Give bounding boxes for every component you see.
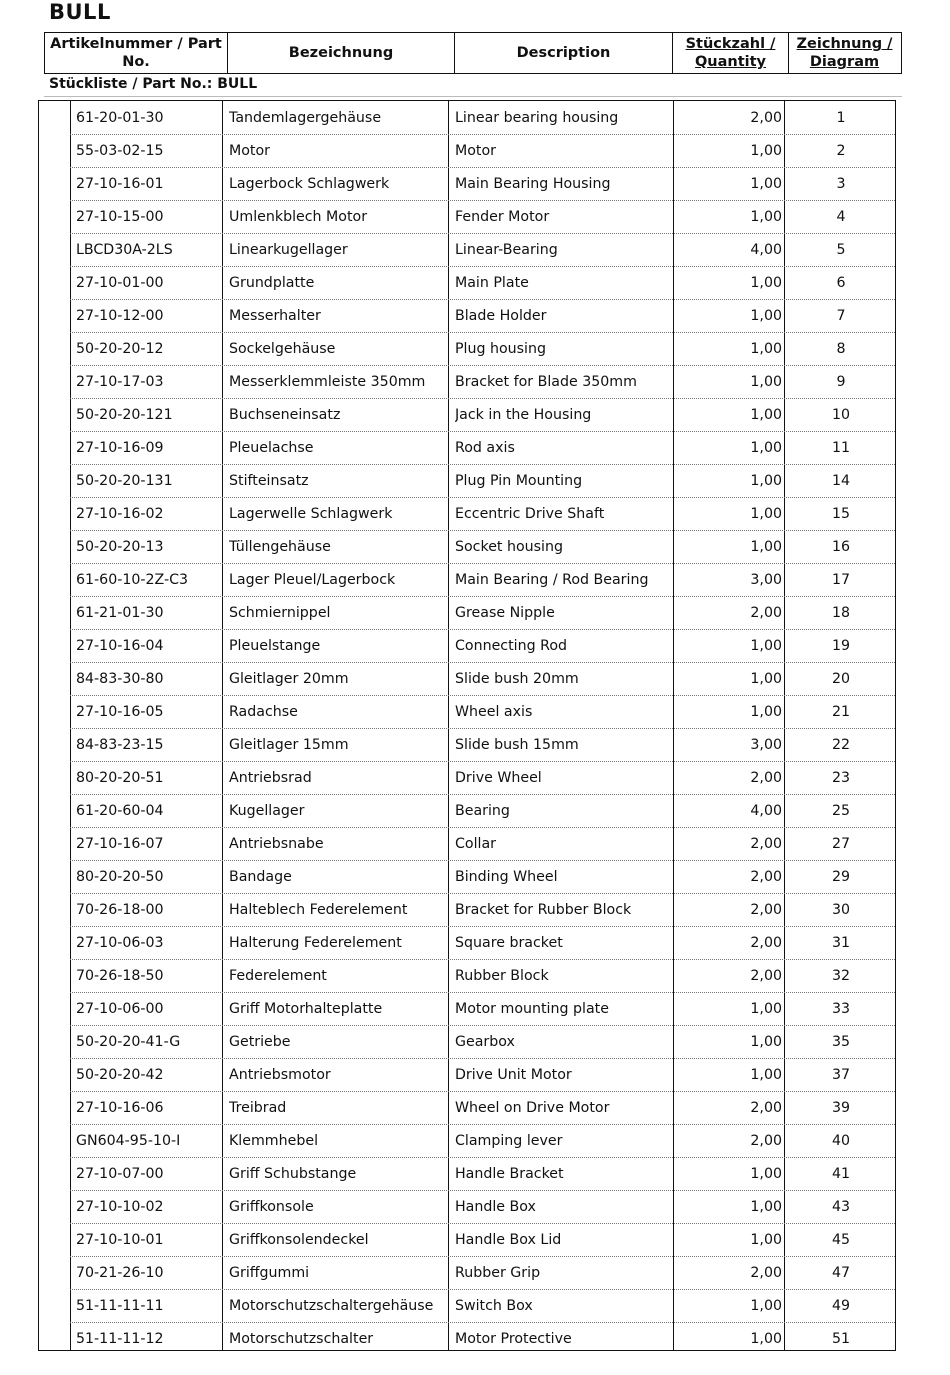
description-cell: Square bracket — [455, 935, 563, 951]
quantity-cell: 1,00 — [750, 638, 782, 654]
quantity-cell: 1,00 — [750, 407, 782, 423]
part-number-cell: 27-10-16-04 — [76, 638, 164, 654]
quantity-cell: 3,00 — [750, 737, 782, 753]
description-cell: Handle Bracket — [455, 1166, 564, 1182]
table-row — [70, 564, 895, 597]
bezeichnung-cell: Griff Motorhalteplatte — [229, 1001, 383, 1017]
quantity-cell: 1,00 — [750, 1331, 782, 1347]
description-cell: Grease Nipple — [455, 605, 555, 621]
diagram-number-cell: 51 — [831, 1331, 851, 1347]
description-cell: Plug Pin Mounting — [455, 473, 583, 489]
diagram-number-cell: 33 — [831, 1001, 851, 1017]
bezeichnung-cell: Stifteinsatz — [229, 473, 309, 489]
part-number-cell: 27-10-16-07 — [76, 836, 164, 852]
parts-table — [38, 100, 896, 1351]
quantity-cell: 1,00 — [750, 1034, 782, 1050]
header-description: Description — [455, 33, 673, 73]
quantity-cell: 1,00 — [750, 176, 782, 192]
quantity-cell: 2,00 — [750, 968, 782, 984]
quantity-cell: 1,00 — [750, 671, 782, 687]
diagram-number-cell: 21 — [831, 704, 851, 720]
quantity-cell: 1,00 — [750, 1298, 782, 1314]
bezeichnung-cell: Griffkonsolendeckel — [229, 1232, 369, 1248]
description-cell: Drive Wheel — [455, 770, 542, 786]
quantity-cell: 2,00 — [750, 1265, 782, 1281]
table-row — [70, 861, 895, 894]
bezeichnung-cell: Kugellager — [229, 803, 305, 819]
bezeichnung-cell: Radachse — [229, 704, 298, 720]
quantity-cell: 1,00 — [750, 1232, 782, 1248]
part-number-cell: 84-83-23-15 — [76, 737, 164, 753]
description-cell: Clamping lever — [455, 1133, 563, 1149]
bezeichnung-cell: Pleuelachse — [229, 440, 314, 456]
diagram-number-cell: 41 — [831, 1166, 851, 1182]
part-number-cell: 55-03-02-15 — [76, 143, 164, 159]
diagram-number-cell: 37 — [831, 1067, 851, 1083]
bezeichnung-cell: Schmiernippel — [229, 605, 331, 621]
description-cell: Wheel on Drive Motor — [455, 1100, 610, 1116]
part-number-cell: 50-20-20-121 — [76, 407, 173, 423]
diagram-number-cell: 14 — [831, 473, 851, 489]
part-number-cell: 80-20-20-51 — [76, 770, 164, 786]
quantity-cell: 2,00 — [750, 836, 782, 852]
bezeichnung-cell: Bandage — [229, 869, 292, 885]
table-row — [70, 1092, 895, 1125]
bezeichnung-cell: Griffkonsole — [229, 1199, 314, 1215]
quantity-cell: 2,00 — [750, 1133, 782, 1149]
bezeichnung-cell: Federelement — [229, 968, 327, 984]
quantity-cell: 4,00 — [750, 242, 782, 258]
diagram-number-cell: 47 — [831, 1265, 851, 1281]
description-cell: Socket housing — [455, 539, 563, 555]
diagram-number-cell: 15 — [831, 506, 851, 522]
diagram-number-cell: 17 — [831, 572, 851, 588]
diagram-number-cell: 1 — [836, 110, 846, 126]
diagram-number-cell: 35 — [831, 1034, 851, 1050]
part-number-cell: 27-10-10-01 — [76, 1232, 164, 1248]
part-number-cell: 27-10-16-05 — [76, 704, 164, 720]
table-row — [70, 1026, 895, 1059]
quantity-cell: 1,00 — [750, 374, 782, 390]
part-number-cell: 50-20-20-41-G — [76, 1034, 181, 1050]
description-cell: Binding Wheel — [455, 869, 558, 885]
quantity-cell: 2,00 — [750, 605, 782, 621]
diagram-number-cell: 31 — [831, 935, 851, 951]
bezeichnung-cell: Treibrad — [229, 1100, 287, 1116]
table-row — [70, 135, 895, 168]
table-row — [70, 168, 895, 201]
bezeichnung-cell: Antriebsmotor — [229, 1067, 331, 1083]
bezeichnung-cell: Lagerwelle Schlagwerk — [229, 506, 393, 522]
part-number-cell: 50-20-20-131 — [76, 473, 173, 489]
description-cell: Eccentric Drive Shaft — [455, 506, 605, 522]
quantity-cell: 1,00 — [750, 1199, 782, 1215]
description-cell: Linear-Bearing — [455, 242, 558, 258]
diagram-number-cell: 43 — [831, 1199, 851, 1215]
bezeichnung-cell: Pleuelstange — [229, 638, 321, 654]
quantity-cell: 3,00 — [750, 572, 782, 588]
diagram-number-cell: 19 — [831, 638, 851, 654]
diagram-number-cell: 23 — [831, 770, 851, 786]
table-row — [70, 696, 895, 729]
part-number-cell: 27-10-06-00 — [76, 1001, 164, 1017]
parts-list-subtitle: Stückliste / Part No.: BULL — [49, 76, 258, 92]
description-cell: Switch Box — [455, 1298, 533, 1314]
quantity-cell: 1,00 — [750, 143, 782, 159]
diagram-number-cell: 49 — [831, 1298, 851, 1314]
part-number-cell: 61-20-01-30 — [76, 110, 164, 126]
header-part-number: Artikelnummer / Part No. — [45, 33, 228, 73]
description-cell: Jack in the Housing — [455, 407, 592, 423]
description-cell: Blade Holder — [455, 308, 547, 324]
description-cell: Handle Box Lid — [455, 1232, 562, 1248]
diagram-number-cell: 45 — [831, 1232, 851, 1248]
bezeichnung-cell: Sockelgehäuse — [229, 341, 336, 357]
bezeichnung-cell: Klemmhebel — [229, 1133, 319, 1149]
table-row — [70, 201, 895, 234]
table-row — [70, 267, 895, 300]
table-row — [70, 993, 895, 1026]
part-number-cell: LBCD30A-2LS — [76, 242, 173, 258]
diagram-number-cell: 40 — [831, 1133, 851, 1149]
table-row — [70, 630, 895, 663]
part-number-cell: 27-10-07-00 — [76, 1166, 164, 1182]
header-bezeichnung: Bezeichnung — [228, 33, 455, 73]
description-cell: Plug housing — [455, 341, 546, 357]
diagram-number-cell: 16 — [831, 539, 851, 555]
diagram-number-cell: 8 — [836, 341, 846, 357]
table-row — [70, 1125, 895, 1158]
table-row — [70, 1323, 895, 1356]
header-diagram: Zeichnung / Diagram — [796, 36, 893, 70]
description-cell: Rubber Grip — [455, 1265, 541, 1281]
part-number-cell: 70-26-18-50 — [76, 968, 164, 984]
diagram-number-cell: 5 — [836, 242, 846, 258]
diagram-number-cell: 27 — [831, 836, 851, 852]
table-row — [70, 465, 895, 498]
table-row — [70, 927, 895, 960]
quantity-cell: 1,00 — [750, 704, 782, 720]
table-row — [70, 1257, 895, 1290]
diagram-number-cell: 20 — [831, 671, 851, 687]
table-row — [70, 1191, 895, 1224]
diagram-number-cell: 9 — [836, 374, 846, 390]
bezeichnung-cell: Messerklemmleiste 350mm — [229, 374, 426, 390]
quantity-cell: 2,00 — [750, 935, 782, 951]
diagram-number-cell: 11 — [831, 440, 851, 456]
bezeichnung-cell: Motorschutzschaltergehäuse — [229, 1298, 434, 1314]
table-row — [70, 333, 895, 366]
description-cell: Connecting Rod — [455, 638, 568, 654]
bezeichnung-cell: Motor — [229, 143, 270, 159]
description-cell: Motor mounting plate — [455, 1001, 609, 1017]
bezeichnung-cell: Halteblech Federelement — [229, 902, 408, 918]
description-cell: Rod axis — [455, 440, 515, 456]
table-row — [70, 597, 895, 630]
quantity-cell: 1,00 — [750, 473, 782, 489]
quantity-cell: 1,00 — [750, 209, 782, 225]
table-row — [70, 795, 895, 828]
description-cell: Rubber Block — [455, 968, 549, 984]
quantity-cell: 2,00 — [750, 1100, 782, 1116]
bezeichnung-cell: Getriebe — [229, 1034, 291, 1050]
part-number-cell: 80-20-20-50 — [76, 869, 164, 885]
part-number-cell: 61-21-01-30 — [76, 605, 164, 621]
bezeichnung-cell: Griff Schubstange — [229, 1166, 357, 1182]
quantity-cell: 1,00 — [750, 506, 782, 522]
table-row — [70, 1290, 895, 1323]
table-row — [70, 894, 895, 927]
description-cell: Drive Unit Motor — [455, 1067, 572, 1083]
quantity-cell: 1,00 — [750, 1166, 782, 1182]
quantity-cell: 1,00 — [750, 539, 782, 555]
description-cell: Fender Motor — [455, 209, 550, 225]
part-number-cell: 27-10-12-00 — [76, 308, 164, 324]
part-number-cell: 27-10-16-01 — [76, 176, 164, 192]
table-row — [70, 432, 895, 465]
bezeichnung-cell: Messerhalter — [229, 308, 321, 324]
description-cell: Bracket for Rubber Block — [455, 902, 632, 918]
part-number-cell: 70-21-26-10 — [76, 1265, 164, 1281]
document-title: BULL — [49, 0, 111, 24]
bezeichnung-cell: Gleitlager 20mm — [229, 671, 349, 687]
quantity-cell: 1,00 — [750, 275, 782, 291]
table-row — [70, 960, 895, 993]
part-number-cell: 51-11-11-11 — [76, 1298, 164, 1314]
bezeichnung-cell: Grundplatte — [229, 275, 315, 291]
quantity-cell: 2,00 — [750, 902, 782, 918]
bezeichnung-cell: Lagerbock Schlagwerk — [229, 176, 390, 192]
quantity-cell: 1,00 — [750, 440, 782, 456]
table-row — [70, 300, 895, 333]
table-row — [70, 663, 895, 696]
description-cell: Linear bearing housing — [455, 110, 619, 126]
description-cell: Motor — [455, 143, 496, 159]
quantity-cell: 1,00 — [750, 1067, 782, 1083]
diagram-number-cell: 22 — [831, 737, 851, 753]
table-header — [44, 32, 902, 74]
part-number-cell: 27-10-15-00 — [76, 209, 164, 225]
description-cell: Wheel axis — [455, 704, 533, 720]
diagram-number-cell: 30 — [831, 902, 851, 918]
description-cell: Slide bush 15mm — [455, 737, 579, 753]
header-quantity: Stückzahl / Quantity — [673, 33, 789, 73]
quantity-cell: 2,00 — [750, 110, 782, 126]
part-number-cell: 50-20-20-42 — [76, 1067, 164, 1083]
description-cell: Gearbox — [455, 1034, 515, 1050]
description-cell: Collar — [455, 836, 496, 852]
description-cell: Bearing — [455, 803, 510, 819]
table-row — [70, 234, 895, 267]
diagram-number-cell: 18 — [831, 605, 851, 621]
bezeichnung-cell: Motorschutzschalter — [229, 1331, 374, 1347]
bezeichnung-cell: Linearkugellager — [229, 242, 348, 258]
subtitle-divider — [44, 96, 902, 97]
part-number-cell: 27-10-10-02 — [76, 1199, 164, 1215]
part-number-cell: 84-83-30-80 — [76, 671, 164, 687]
table-row — [70, 1224, 895, 1257]
diagram-number-cell: 4 — [836, 209, 846, 225]
table-row — [70, 498, 895, 531]
bezeichnung-cell: Gleitlager 15mm — [229, 737, 349, 753]
part-number-cell: 51-11-11-12 — [76, 1331, 164, 1347]
part-number-cell: 27-10-16-09 — [76, 440, 164, 456]
part-number-cell: 27-10-16-06 — [76, 1100, 164, 1116]
diagram-number-cell: 25 — [831, 803, 851, 819]
table-row — [70, 366, 895, 399]
part-number-cell: 27-10-16-02 — [76, 506, 164, 522]
bezeichnung-cell: Lager Pleuel/Lagerbock — [229, 572, 396, 588]
bezeichnung-cell: Antriebsrad — [229, 770, 312, 786]
table-row — [70, 1158, 895, 1191]
part-number-cell: 27-10-17-03 — [76, 374, 164, 390]
bezeichnung-cell: Tandemlagergehäuse — [229, 110, 382, 126]
description-cell: Main Bearing / Rod Bearing — [455, 572, 649, 588]
description-cell: Motor Protective — [455, 1331, 572, 1347]
part-number-cell: 50-20-20-12 — [76, 341, 164, 357]
table-row — [70, 531, 895, 564]
part-number-cell: 70-26-18-00 — [76, 902, 164, 918]
diagram-number-cell: 29 — [831, 869, 851, 885]
quantity-cell: 2,00 — [750, 869, 782, 885]
quantity-cell: 1,00 — [750, 1001, 782, 1017]
table-row — [70, 1059, 895, 1092]
diagram-number-cell: 32 — [831, 968, 851, 984]
quantity-cell: 2,00 — [750, 770, 782, 786]
table-row — [70, 762, 895, 795]
table-row — [70, 729, 895, 762]
table-row — [70, 828, 895, 861]
bezeichnung-cell: Tüllengehäuse — [229, 539, 331, 555]
table-row — [70, 399, 895, 432]
bezeichnung-cell: Umlenkblech Motor — [229, 209, 368, 225]
quantity-cell: 1,00 — [750, 308, 782, 324]
part-number-cell: 61-20-60-04 — [76, 803, 164, 819]
part-number-cell: 61-60-10-2Z-C3 — [76, 572, 189, 588]
diagram-number-cell: 7 — [836, 308, 846, 324]
bezeichnung-cell: Buchseneinsatz — [229, 407, 341, 423]
description-cell: Main Plate — [455, 275, 529, 291]
diagram-number-cell: 10 — [831, 407, 851, 423]
description-cell: Slide bush 20mm — [455, 671, 579, 687]
quantity-cell: 1,00 — [750, 341, 782, 357]
bezeichnung-cell: Antriebsnabe — [229, 836, 324, 852]
description-cell: Main Bearing Housing — [455, 176, 611, 192]
quantity-cell: 4,00 — [750, 803, 782, 819]
diagram-number-cell: 6 — [836, 275, 846, 291]
bezeichnung-cell: Halterung Federelement — [229, 935, 402, 951]
diagram-number-cell: 2 — [836, 143, 846, 159]
part-number-cell: 27-10-06-03 — [76, 935, 164, 951]
bezeichnung-cell: Griffgummi — [229, 1265, 310, 1281]
diagram-number-cell: 3 — [836, 176, 846, 192]
description-cell: Bracket for Blade 350mm — [455, 374, 637, 390]
description-cell: Handle Box — [455, 1199, 536, 1215]
diagram-number-cell: 39 — [831, 1100, 851, 1116]
table-row — [70, 102, 895, 135]
part-number-cell: 27-10-01-00 — [76, 275, 164, 291]
part-number-cell: GN604-95-10-I — [76, 1133, 181, 1149]
part-number-cell: 50-20-20-13 — [76, 539, 164, 555]
